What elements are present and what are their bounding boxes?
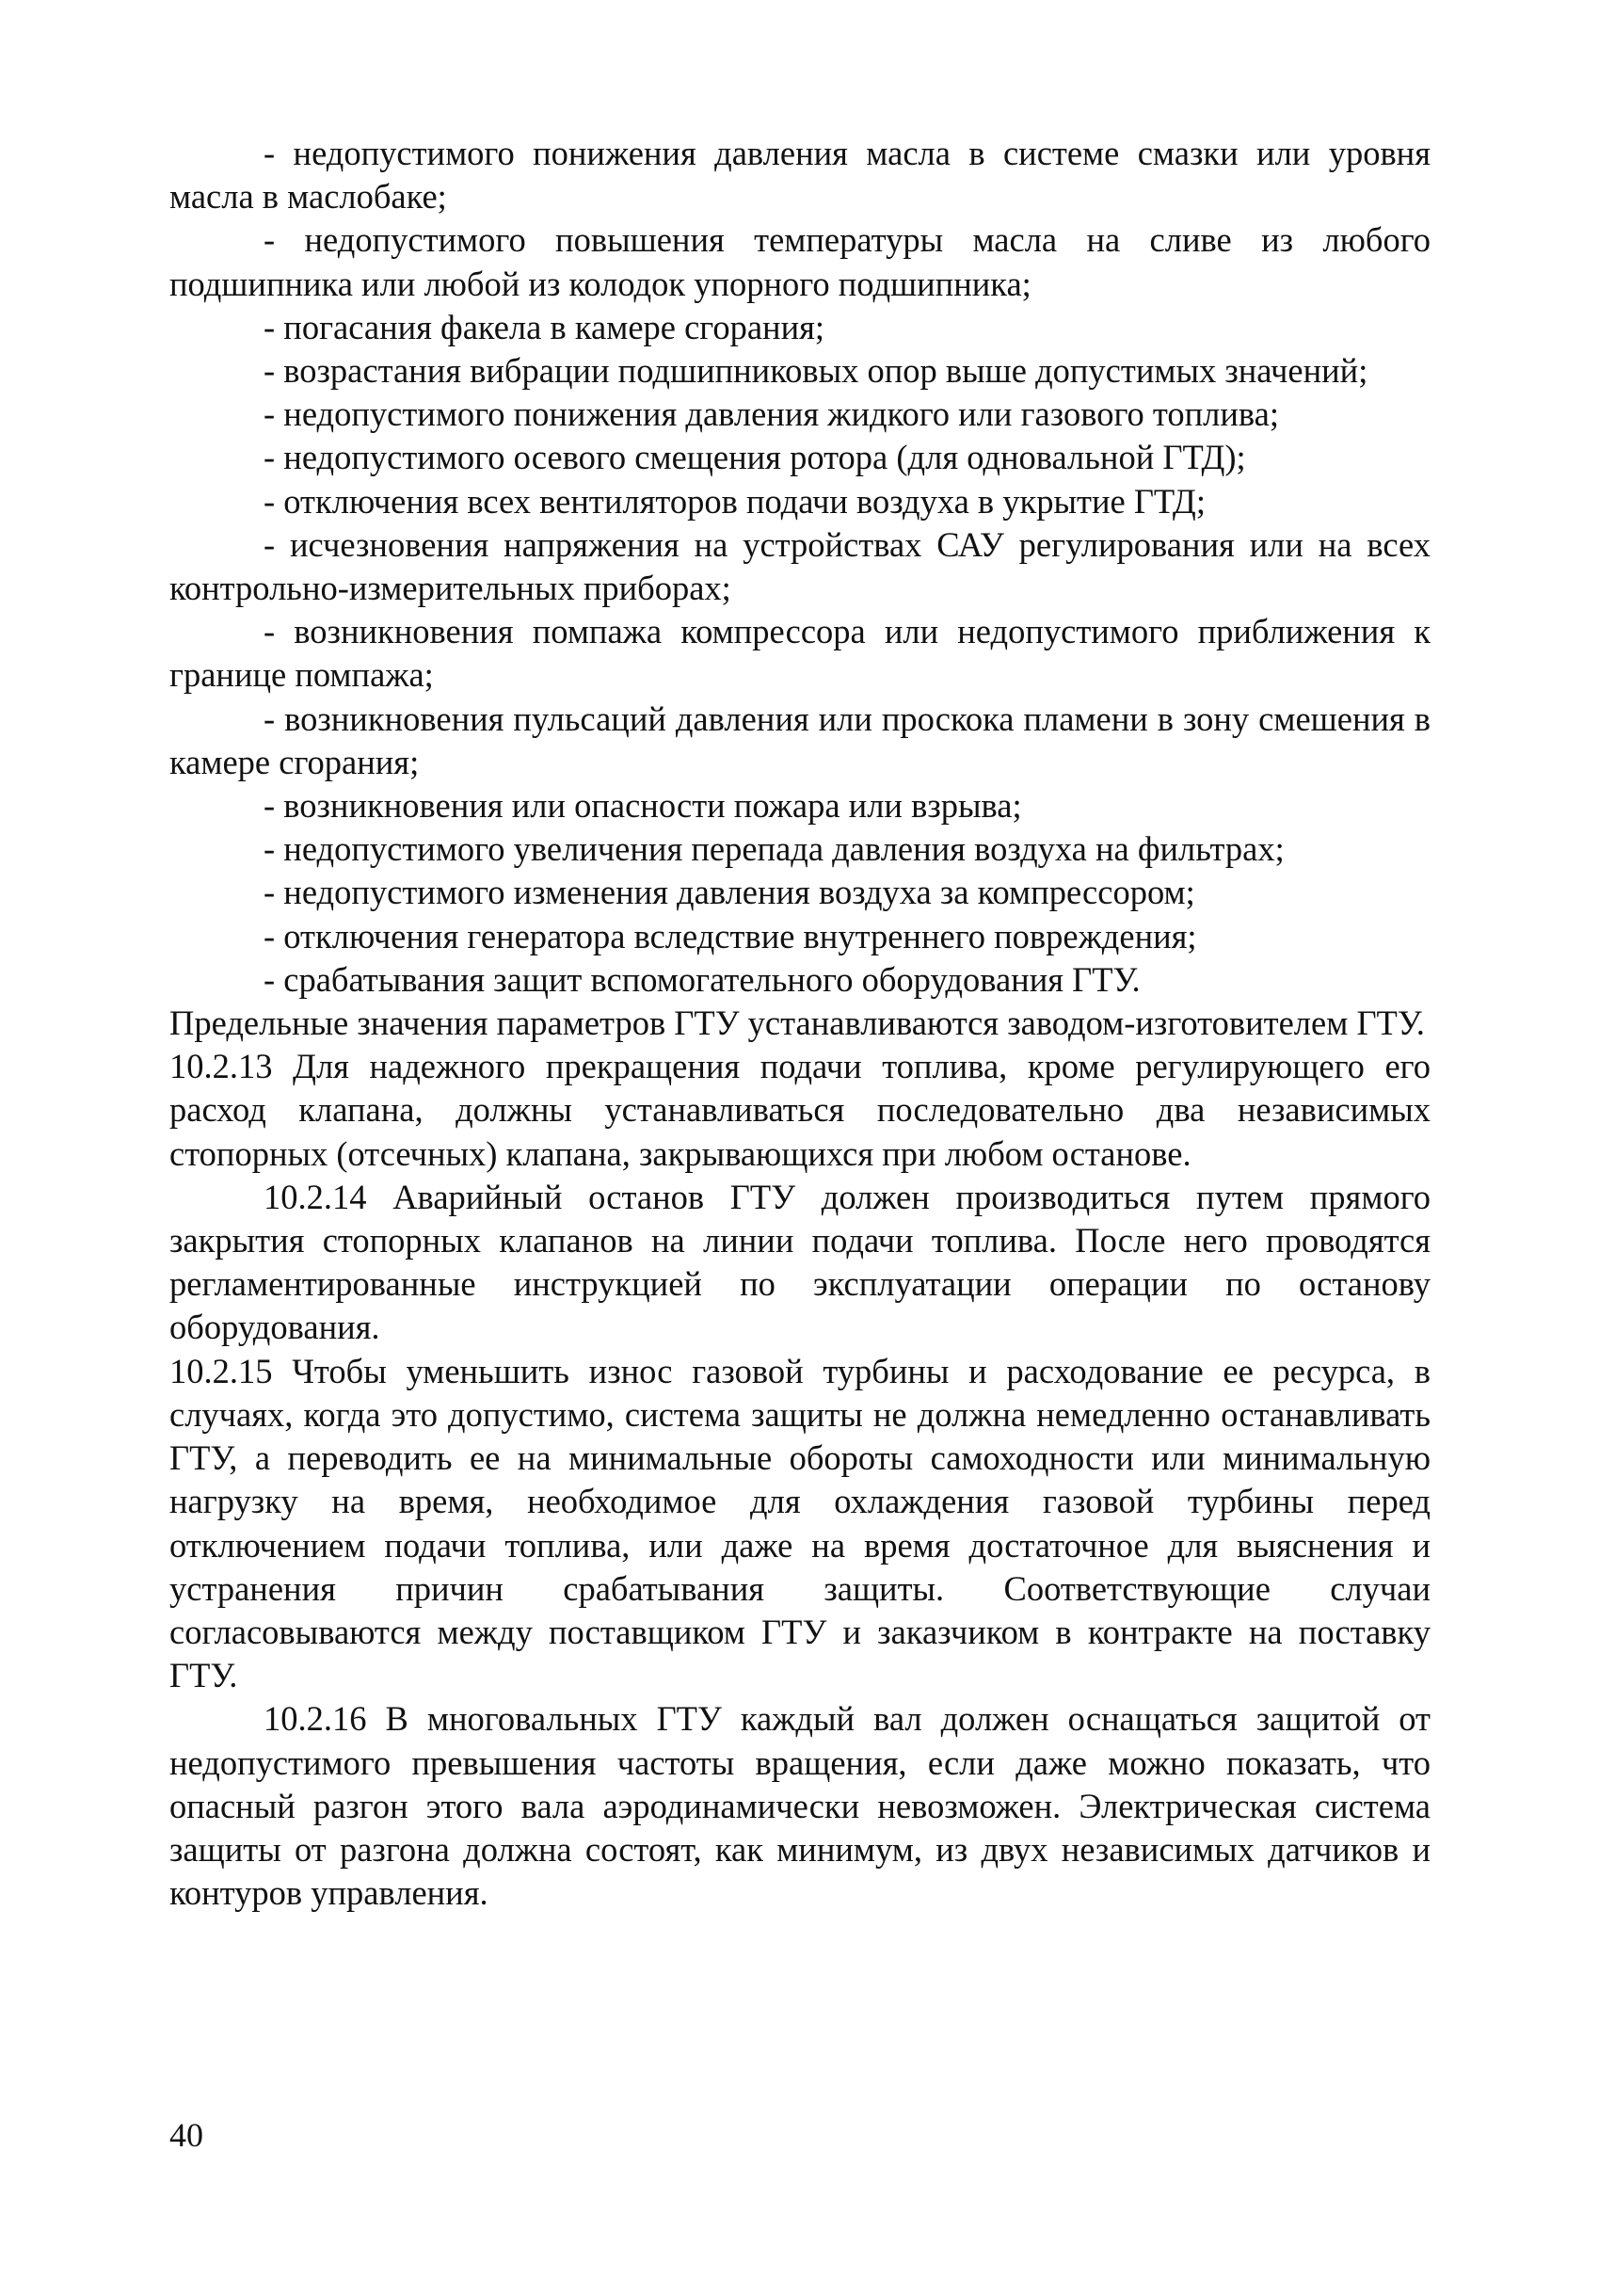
list-item-axial-shift: - недопустимого осевого смещения ротора (для одновальной ГТД); bbox=[264, 438, 1246, 477]
paragraph-10-2-16: 10.2.16 В многовальных ГТУ каждый вал должен оснащаться защитой от недопустимого превышения частоты вращения, если даже можно показать, что опасный разгон этого вала аэродинамически невозможен. Электрическая система защиты от разгона должна состоят, как минимум, из двух независимых датчиков и контуров управления. bbox=[169, 1699, 1431, 1913]
list-item-oil-pressure: - недопустимого понижения давления масла в системе смазки или уровня масла в маслобаке; bbox=[169, 134, 1431, 217]
list-item-fire: - возникновения или опасности пожара или взрыва; bbox=[264, 786, 1022, 826]
list-item-compressor-pressure: - недопустимого изменения давления воздуха за компрессором; bbox=[264, 873, 1195, 912]
list-item-pulsation: - возникновения пульсаций давления или проскока пламени в зону смешения в камере сгорания; bbox=[169, 698, 1431, 781]
list-item-filter-drop: - недопустимого увеличения перепада давления воздуха на фильтрах; bbox=[264, 829, 1285, 869]
list-item-flame-out: - погасания факела в камере сгорания; bbox=[264, 307, 825, 346]
list-item-oil-temperature: - недопустимого повышения температуры масла на сливе из любого подшипника или любой из колодок упорного подшипника; bbox=[169, 220, 1431, 303]
paragraph-10-2-15: 10.2.15 Чтобы уменьшить износ газовой турбины и расходование ее ресурса, в случаях, когда это допустимо, система защиты не должна немедленно останавливать ГТУ, а переводить ее на минимальные обороты самоходности или минимальную нагрузку на время, необходимое для охлаждения газовой турбины перед отключением подачи топлива, или даже на время достаточное для выяснения и устранения причин срабатывания защиты. Соответствующие случаи согласовываются между поставщиком ГТУ и заказчиком в контракте на поставку ГТУ. bbox=[169, 1351, 1431, 1695]
paragraph-limits: Предельные значения параметров ГТУ устанавливаются заводом-изготовителем ГТУ. bbox=[169, 1003, 1425, 1043]
page-number: 40 bbox=[169, 2116, 203, 2154]
list-item-generator-trip: - отключения генератора вследствие внутреннего повреждения; bbox=[264, 916, 1197, 955]
list-item-surge: - возникновения помпажа компрессора или недопустимого приближения к границе помпажа; bbox=[169, 612, 1431, 695]
list-item-aux-protection: - срабатывания защит вспомогательного оборудования ГТУ. bbox=[264, 959, 1141, 999]
list-item-fuel-pressure: - недопустимого понижения давления жидкого или газового топлива; bbox=[264, 394, 1279, 434]
body-text bbox=[169, 132, 1431, 1915]
list-item-vibration: - возрастания вибрации подшипниковых опор выше допустимых значений; bbox=[264, 351, 1368, 391]
paragraph-10-2-13: 10.2.13 Для надежного прекращения подачи топлива, кроме регулирующего его расход клапана, должны устанавливаться последовательно два независимых стопорных (отсечных) клапана, закрывающихся при любом останове. bbox=[169, 1047, 1431, 1173]
paragraph-10-2-14: 10.2.14 Аварийный останов ГТУ должен производиться путем прямого закрытия стопорных клапанов на линии подачи топлива. После него проводятся регламентированные инструкцией по эксплуатации операции по останову оборудования. bbox=[169, 1177, 1431, 1347]
list-item-fans-off: - отключения всех вентиляторов подачи воздуха в укрытие ГТД; bbox=[264, 481, 1206, 521]
list-item-voltage-loss: - исчезновения напряжения на устройствах САУ регулирования или на всех контрольно-измерительных приборах; bbox=[169, 524, 1431, 608]
